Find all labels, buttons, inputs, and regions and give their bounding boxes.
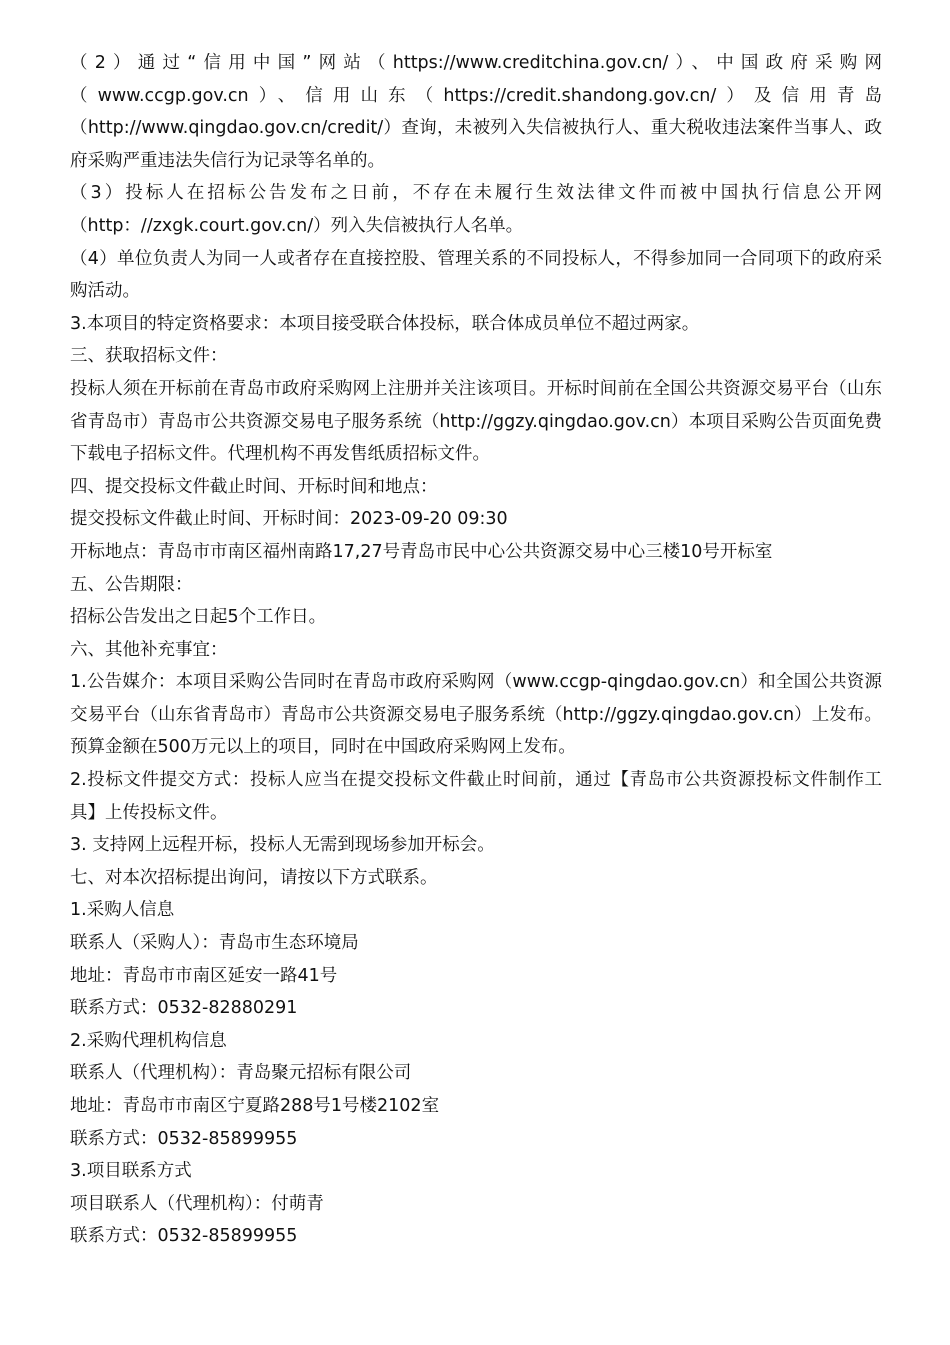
document-page bbox=[70, 47, 882, 1253]
subheading-agency-info: 2.采购代理机构信息 bbox=[70, 1030, 227, 1051]
section-heading-other-matters: 六、其他补充事宜： bbox=[70, 639, 228, 660]
project-contact-name: 项目联系人（代理机构）：付萌青 bbox=[70, 1193, 324, 1214]
section-heading-obtain-documents: 三、获取招标文件： bbox=[70, 346, 228, 367]
purchaser-phone: 联系方式：0532-82880291 bbox=[70, 998, 298, 1019]
subheading-project-contact: 3.项目联系方式 bbox=[70, 1161, 192, 1182]
subheading-purchaser-info: 1.采购人信息 bbox=[70, 900, 175, 921]
agency-contact-name: 联系人（代理机构）：青岛聚元招标有限公司 bbox=[70, 1063, 412, 1084]
project-contact-phone: 联系方式：0532-85899955 bbox=[70, 1226, 298, 1247]
paragraph-enforcement-check: （3）投标人在招标公告发布之日前，不存在未履行生效法律文件而被中国执行信息公开网（http：//zxgk.court.gov.cn/）列入失信被执行人名单。 bbox=[70, 183, 882, 236]
paragraph-announcement-media: 1.公告媒介：本项目采购公告同时在青岛市政府采购网（www.ccgp-qingdao.gov.cn）和全国公共资源交易平台（山东省青岛市）青岛市公共资源交易电子服务系统（http://ggzy.qingdao.gov.cn）上发布。预算金额在500万元以上的项目，同时在中国政府采购网上发布。 bbox=[70, 672, 882, 758]
section-heading-announcement-period: 五、公告期限： bbox=[70, 574, 193, 595]
agency-phone: 联系方式：0532-85899955 bbox=[70, 1128, 298, 1149]
paragraph-submission-method: 2.投标文件提交方式：投标人应当在提交投标文件截止时间前，通过【青岛市公共资源投标文件制作工具】上传投标文件。 bbox=[70, 770, 882, 823]
paragraph-opening-location: 开标地点：青岛市市南区福州南路17,27号青岛市民中心公共资源交易中心三楼10号开标室 bbox=[70, 541, 773, 562]
section-heading-inquiry-contact: 七、对本次招标提出询问，请按以下方式联系。 bbox=[70, 867, 438, 888]
paragraph-obtain-documents: 投标人须在开标前在青岛市政府采购网上注册并关注该项目。开标时间前在全国公共资源交易平台（山东省青岛市）青岛市公共资源交易电子服务系统（http://ggzy.qingdao.gov.cn）本项目采购公告页面免费下载电子招标文件。代理机构不再发售纸质招标文件。 bbox=[70, 378, 882, 465]
paragraph-same-responsible-person: （4）单位负责人为同一人或者存在直接控股、管理关系的不同投标人，不得参加同一合同项下的政府采购活动。 bbox=[70, 248, 882, 302]
paragraph-deadline-time: 提交投标文件截止时间、开标时间：2023-09-20 09:30 bbox=[70, 509, 508, 530]
purchaser-contact-name: 联系人（采购人）：青岛市生态环境局 bbox=[70, 933, 359, 954]
agency-address: 地址：青岛市市南区宁夏路288号1号楼2102室 bbox=[70, 1096, 440, 1116]
paragraph-announcement-period: 招标公告发出之日起5个工作日。 bbox=[70, 607, 327, 628]
purchaser-address: 地址：青岛市市南区延安一路41号 bbox=[70, 965, 338, 986]
paragraph-credit-check: （2）通过“信用中国”网站（https://www.creditchina.gov.cn/）、中国政府采购网（www.ccgp.gov.cn）、信用山东（https://credit.shandong.gov.cn/）及信用青岛（http://www.qingdao.gov.cn/credit/）查询，未被列入失信被执行人、重大税收违法案件当事人、政府采购严重违法失信行为记录等名单的。 bbox=[70, 53, 882, 171]
paragraph-specific-qualification: 3.本项目的特定资格要求：本项目接受联合体投标，联合体成员单位不超过两家。 bbox=[70, 313, 700, 334]
paragraph-remote-opening: 3. 支持网上远程开标，投标人无需到现场参加开标会。 bbox=[70, 835, 495, 856]
section-heading-deadline: 四、提交投标文件截止时间、开标时间和地点： bbox=[70, 476, 438, 497]
